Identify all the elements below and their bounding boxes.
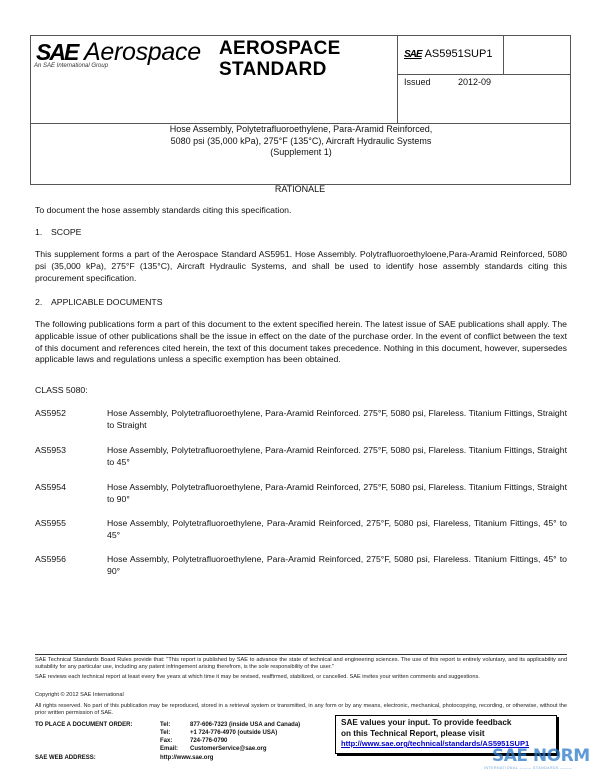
standard-description: Hose Assembly, Polytetrafluoroethylene, Para-Aramid Reinforced, 275°F, 5080 psi, Flareless, Titanium Fittings, 45° to 45° [107, 518, 567, 540]
contact-key: Email: [160, 746, 179, 752]
rationale-text: To document the hose assembly standards citing this specification. [35, 205, 292, 215]
standard-description: Hose Assembly, Polytetrafluoroethylene, Para-Aramid Reinforced, 275°F, 5080 psi, Flareless. Titanium Fittings, 45° to 90° [107, 554, 567, 576]
document-type [219, 38, 341, 80]
issued-date: 2012-09 [458, 77, 492, 87]
standard-row [35, 482, 567, 506]
contact-phone-domestic[interactable]: 877-606-7323 (inside USA and Canada) [190, 722, 301, 728]
footer-divider [35, 654, 567, 655]
section-number: 1. [35, 227, 43, 237]
scope-text: This supplement forms a part of the Aerospace Standard AS5951. Hose Assembly. Polytrafluoroethyloene,Para-Aramid Reinforced, 5080 psi (35,000 kPa), 275°F (135°C), Aircraft Hydraulic Systems, and shall be used to identify hose assembly standards citing this procurement specification. [35, 249, 567, 283]
order-label: TO PLACE A DOCUMENT ORDER: [35, 722, 133, 728]
standard-id: AS5955 [35, 518, 66, 528]
standard-row [35, 518, 567, 542]
title-line2: 5080 psi (35,000 kPa), 275°F (135°C), Aircraft Hydraulic Systems [170, 135, 432, 146]
footer-rights-text: All rights reserved. No part of this publication may be reproduced, stored in a retrieval system or transmitted, in any form or by any means, electronic, mechanical, photocopying, recording, or otherwise, without the prior written permission of SAE. [35, 703, 567, 717]
footer-rules-text: SAE Technical Standards Board Rules provide that: "This report is published by SAE to advance the state of technical and engineering sciences. The use of this report is entirely voluntary, and its applicability and suitability for any particular use, including any patent infringement arising therefrom, is the sole responsibility of the user." [35, 657, 567, 671]
issued-label: Issued [404, 77, 431, 87]
contact-email-link[interactable]: CustomerService@sae.org [190, 746, 267, 752]
section-title: APPLICABLE DOCUMENTS [51, 297, 163, 307]
sae-logo: SAE [36, 39, 78, 65]
standard-description: Hose Assembly, Polytetrafluoroethylene, Para-Aramid Reinforced, 275°F, 5080 psi, Flareless. Titanium Fittings, Straight to 90° [107, 482, 567, 504]
logo-tagline: An SAE International Group [34, 63, 109, 69]
standard-description: Hose Assembly, Polytetrafluoroethylene, Para-Aramid Reinforced. 275°F, 5080 psi, Flareless. Titanium Fittings, Straight to 45° [107, 445, 567, 467]
section-title: SCOPE [51, 227, 82, 237]
document-number [404, 48, 492, 60]
document-type-line1: AEROSPACE [219, 38, 341, 59]
contact-fax: 724-776-0790 [190, 738, 228, 744]
watermark-subtext: INTERNATIONAL ——— STANDARDS ——— [484, 766, 573, 770]
web-address-link[interactable]: http://www.sae.org [160, 755, 214, 761]
contact-key: Tel: [160, 722, 171, 728]
sae-mini-logo: SAE [404, 49, 422, 60]
standard-id: AS5953 [35, 445, 66, 455]
footer-copyright: Copyright © 2012 SAE International [35, 692, 124, 698]
header-divider-horizontal [397, 74, 571, 75]
standard-description: Hose Assembly, Polytetrafluoroethylene, Para-Aramid Reinforced. 275°F, 5080 psi, Flareless. Titanium Fittings, Straight to Straight [107, 408, 567, 430]
standard-row [35, 408, 567, 432]
document-number-text: AS5951SUP1 [424, 48, 493, 60]
feedback-link[interactable]: http://www.sae.org/technical/standards/AS5951SUP1 [341, 739, 530, 748]
header-divider-vertical-right [503, 35, 504, 75]
watermark-logo: SAE NORM [492, 746, 590, 766]
contact-key: Fax: [160, 738, 173, 744]
section-number: 2. [35, 297, 43, 307]
footer-review-text: SAE reviews each technical report at least every five years at which time it may be revised, reaffirmed, stabilized, or cancelled. SAE invites your written comments and suggestions. [35, 674, 480, 680]
rationale-heading: RATIONALE [274, 184, 326, 194]
section-scope-heading [35, 227, 81, 237]
aerospace-logo-text: Aerospace [84, 38, 201, 66]
standard-id: AS5956 [35, 554, 66, 564]
header-divider-vertical [397, 35, 398, 124]
title-line3: (Supplement 1) [270, 147, 332, 157]
contact-phone-international[interactable]: +1 724-776-4970 (outside USA) [190, 730, 278, 736]
standard-row [35, 554, 567, 578]
feedback-line2: on this Technical Report, please visit [341, 728, 485, 738]
section-applicable-documents-heading [35, 297, 163, 307]
document-type-line2: STANDARD [219, 59, 327, 80]
standard-row [35, 445, 567, 469]
contact-key: Tel: [160, 730, 171, 736]
class-heading: CLASS 5080: [35, 385, 88, 395]
standard-id: AS5954 [35, 482, 66, 492]
feedback-line1: SAE values your input. To provide feedback [341, 718, 512, 727]
standard-id: AS5952 [35, 408, 66, 418]
document-title [31, 124, 571, 159]
applicable-documents-text: The following publications form a part of this document to the extent specified herein. The latest issue of SAE publications shall apply. The applicable issue of other publications shall be the issue in effect on the date of the purchase order. In the event of conflict between the text of this document and references cited herein, the text of this document takes precedence. Nothing in this document, however, supersedes applicable laws and regulations unless a specific exemption has been obtained. [35, 319, 567, 365]
title-line1: Hose Assembly, Polytetrafluoroethylene, Para-Aramid Reinforced, [169, 124, 433, 134]
web-address-label: SAE WEB ADDRESS: [35, 755, 96, 761]
